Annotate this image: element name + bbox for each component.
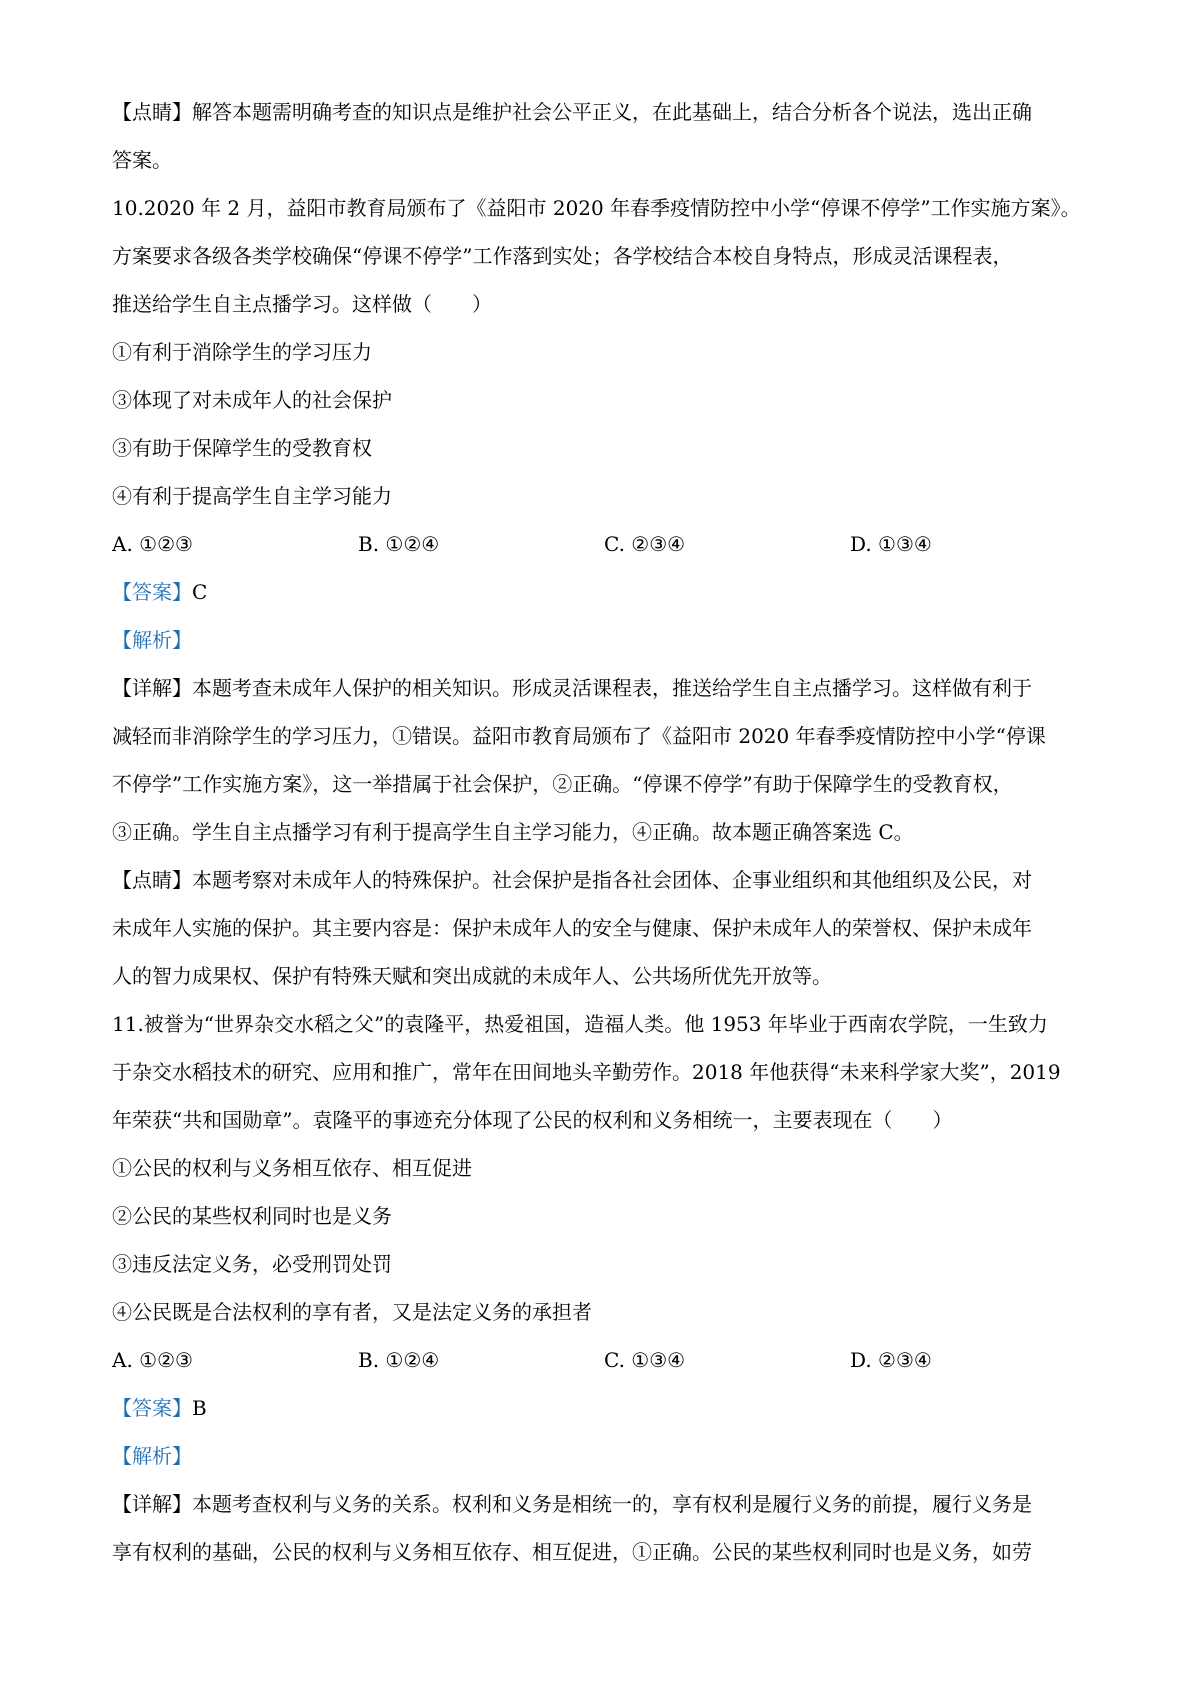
question-11-option-b: B. ①②④: [358, 1348, 440, 1372]
point-paragraph-line: [112, 98, 1032, 126]
question-10-item: ③有助于保障学生的受教育权: [112, 436, 372, 460]
question-10-point-line: [112, 866, 1032, 894]
question-10-point-line: 未成年人实施的保护。其主要内容是：保护未成年人的安全与健康、保护未成年人的荣誉权、保护未成年: [112, 916, 1032, 940]
question-10-detail-line: 减轻而非消除学生的学习压力，①错误。益阳市教育局颁布了《益阳市 2020 年春季疫情防控中小学“停课: [112, 724, 1046, 748]
question-10-detail-line: [112, 674, 1032, 702]
question-10-item: ③体现了对未成年人的社会保护: [112, 388, 392, 412]
question-10-stem-line: 10.2020 年 2 月，益阳市教育局颁布了《益阳市 2020 年春季疫情防控中小学“停课不停学”工作实施方案》。: [112, 196, 1081, 220]
point-tag: 【点睛】: [112, 100, 192, 124]
question-11-item: ④公民既是合法权利的享有者，又是法定义务的承担者: [112, 1300, 592, 1324]
point-text: 本题考察对未成年人的特殊保护。社会保护是指各社会团体、企事业组织和其他组织及公民，对: [192, 868, 1032, 892]
detail-text: 本题考查未成年人保护的相关知识。形成灵活课程表，推送给学生自主点播学习。这样做有利于: [192, 676, 1032, 700]
answer-value: C: [192, 580, 208, 604]
question-10-detail-line: 不停学”工作实施方案》，这一举措属于社会保护，②正确。“停课不停学”有助于保障学生的受教育权，: [112, 772, 1013, 796]
question-11-stem-line: 11.被誉为“世界杂交水稻之父”的袁隆平，热爱祖国，造福人类。他 1953 年毕业于西南农学院，一生致力: [112, 1012, 1048, 1036]
question-11-item: ③违反法定义务，必受刑罚处罚: [112, 1252, 392, 1276]
point-text: 解答本题需明确考查的知识点是维护社会公平正义，在此基础上，结合分析各个说法，选出正确: [192, 100, 1032, 124]
question-10-option-a: A. ①②③: [112, 532, 193, 556]
question-10-point-line: 人的智力成果权、保护有特殊天赋和突出成就的未成年人、公共场所优先开放等。: [112, 964, 832, 988]
answer-tag: 【答案】: [112, 1396, 192, 1420]
question-10-answer: [112, 578, 207, 606]
question-10-option-c: C. ②③④: [604, 532, 686, 556]
question-11-detail-line: [112, 1490, 1032, 1518]
question-10-option-b: B. ①②④: [358, 532, 440, 556]
question-11-answer: [112, 1394, 207, 1422]
answer-tag: 【答案】: [112, 580, 192, 604]
detail-tag: 【详解】: [112, 676, 192, 700]
question-10-item: ①有利于消除学生的学习压力: [112, 340, 372, 364]
question-11-item: ②公民的某些权利同时也是义务: [112, 1204, 392, 1228]
question-11-stem-line: 于杂交水稻技术的研究、应用和推广，常年在田间地头辛勤劳作。2018 年他获得“未来科学家大奖”，2019: [112, 1060, 1061, 1084]
question-11-stem-line: 年荣获“共和国勋章”。袁隆平的事迹充分体现了公民的权利和义务相统一，主要表现在（ ）: [112, 1108, 953, 1132]
detail-text: 本题考查权利与义务的关系。权利和义务是相统一的，享有权利是履行义务的前提，履行义务是: [192, 1492, 1032, 1516]
analysis-tag: 【解析】: [112, 628, 192, 652]
question-10-detail-line: ③正确。学生自主点播学习有利于提高学生自主学习能力，④正确。故本题正确答案选 C。: [112, 820, 914, 844]
question-10-stem-line: 方案要求各级各类学校确保“停课不停学”工作落到实处；各学校结合本校自身特点，形成灵活课程表，: [112, 244, 1013, 268]
question-10-stem-line: 推送给学生自主点播学习。这样做（ ）: [112, 292, 492, 316]
question-11-option-d: D. ②③④: [850, 1348, 932, 1372]
analysis-tag: 【解析】: [112, 1444, 192, 1468]
question-11-option-a: A. ①②③: [112, 1348, 193, 1372]
point-tag: 【点睛】: [112, 868, 192, 892]
question-11-detail-line: 享有权利的基础，公民的权利与义务相互依存、相互促进，①正确。公民的某些权利同时也是义务，如劳: [112, 1540, 1032, 1564]
question-10-item: ④有利于提高学生自主学习能力: [112, 484, 392, 508]
answer-value: B: [192, 1396, 207, 1420]
question-11-option-c: C. ①③④: [604, 1348, 686, 1372]
detail-tag: 【详解】: [112, 1492, 192, 1516]
question-10-option-d: D. ①③④: [850, 532, 932, 556]
question-11-item: ①公民的权利与义务相互依存、相互促进: [112, 1156, 472, 1180]
point-paragraph-line: 答案。: [112, 148, 172, 172]
